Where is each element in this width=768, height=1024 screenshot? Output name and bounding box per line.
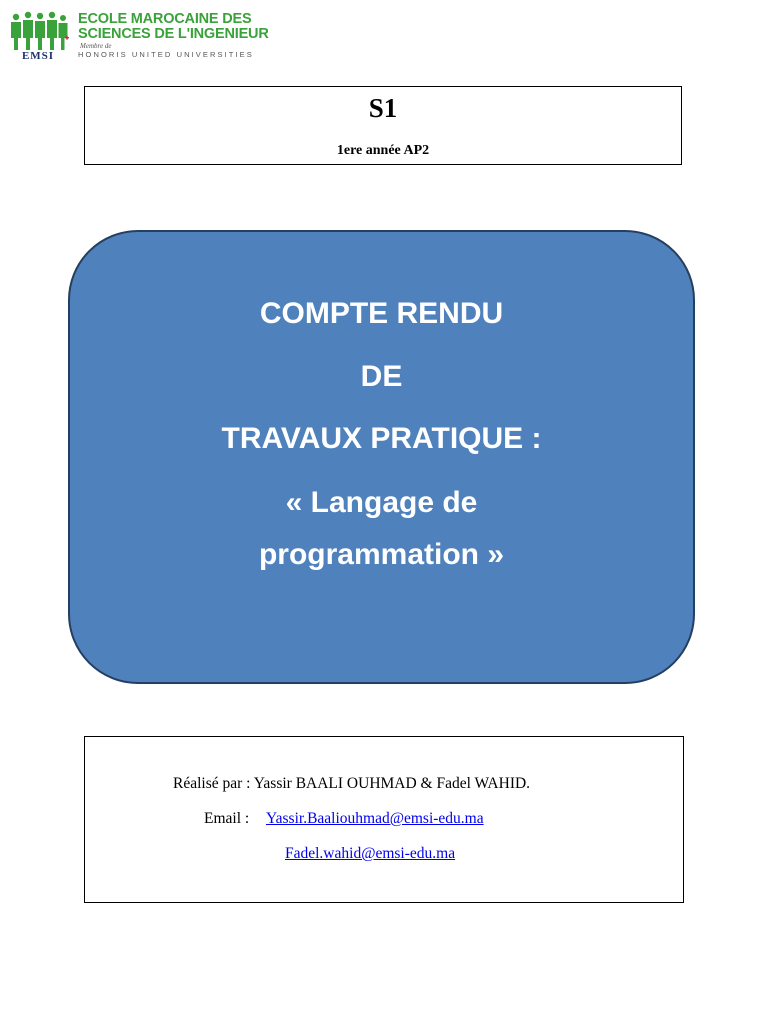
- report-title-card: [68, 230, 695, 684]
- school-logo: [8, 10, 270, 64]
- semester-title: S1: [368, 93, 398, 123]
- title-line-programmation: programmation »: [258, 538, 505, 571]
- emsi-wordmark: EMSI: [21, 50, 55, 62]
- title-line-compte-rendu: COMPTE RENDU: [259, 297, 504, 330]
- semester-box: [84, 86, 682, 165]
- membre-de-label: Membre de: [80, 42, 112, 50]
- semester-subtitle: 1ere année AP2: [336, 143, 430, 158]
- realise-par-text: Réalisé par : Yassir BAALI OUHMAD & Fadel WAHID.: [173, 775, 531, 792]
- school-name-line2: SCIENCES DE L'INGENIEUR: [78, 26, 269, 42]
- title-line-de: DE: [360, 360, 403, 393]
- email-link-fadel[interactable]: Fadel.wahid@emsi-edu.ma: [285, 845, 456, 862]
- email-link-yassir[interactable]: Yassir.Baaliouhmad@emsi-edu.ma: [266, 810, 484, 827]
- author-box: [84, 736, 684, 903]
- email-label: Email :: [204, 810, 250, 827]
- honoris-label: HONORIS UNITED UNIVERSITIES: [78, 50, 254, 59]
- school-name-line1: ECOLE MAROCAINE DES: [78, 11, 252, 27]
- title-line-langage: « Langage de: [285, 486, 478, 519]
- school-name: [78, 12, 269, 59]
- title-line-travaux-pratique: TRAVAUX PRATIQUE :: [221, 422, 542, 455]
